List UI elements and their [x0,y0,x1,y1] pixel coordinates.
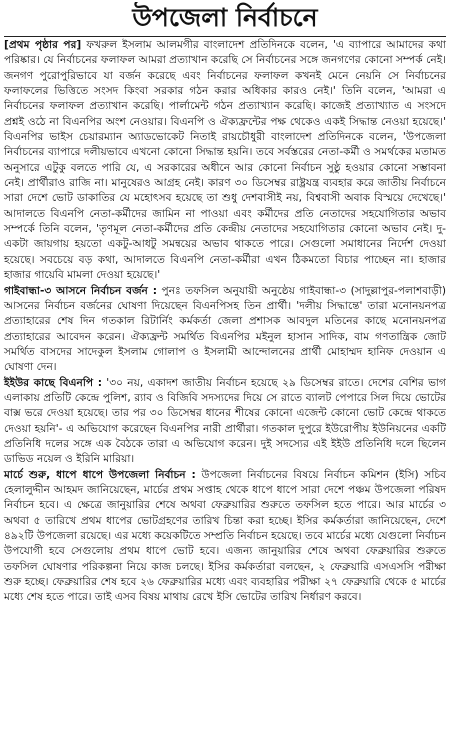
article-body [4,38,446,606]
paragraph-4-text: উপজেলা নির্বাচনের বিষয়ে নির্বাচন কমিশন (ইসি) সচিব হেলালুদ্দীন আহমদ জানিয়েছেন, মার্চের প্রথম সপ্তাহ থেকে ধাপে ধাপে সারা দেশে পঞ্চম উপজেলা পরিষদ নির্বাচন হবে। এ ক্ষেত্রে জানুয়ারির শেষে অথবা ফেব্রুয়ারির শুরুতে তফসিল হতে পারে। আর মার্চের ৩ অথবা ৫ তারিখে প্রথম ধাপের ভোটগ্রহণের তারিখ চিন্তা করা হচ্ছে। ইসির কর্মকর্তারা জানিয়েছেন, দেশে ৪৯২টি উপজেলা রয়েছে। এর মধ্যে কয়েকটিতে সম্প্রতি নির্বাচন হয়েছে। তবে মার্চের মধ্যে যেগুলো নির্বাচন উপযোগী হবে সেগুলোয় প্রথম ধাপে ভোট হবে। এজন্য জানুয়ারির শেষে অথবা ফেব্রুয়ারির শুরুতে তফসিল ঘোষণার পরিকল্পনা নিয়ে কাজ চলছে। ইসির কর্মকর্তারা বলছেন, ২ ফেব্রুয়ারি এসএসসি পরীক্ষা শুরু হচ্ছে। ফেব্রুয়ারির শেষ হবে ২৬ ফেব্রুয়ারির মধ্যে এবং ব্যবহারির পরীক্ষা ২৭ ফেব্রুয়ারি থেকে ৫ মার্চের মধ্যে শেষ হতে পারে। তাই এসব বিষয় মাথায় রেখে ইসি ভোটের তারিখ নির্ধারণ করবে। [4,468,446,604]
continuation-marker: [প্রথম পৃষ্ঠার পর] [4,39,82,51]
subhead-upazila: মার্চে শুরু, ধাপে ধাপে উপজেলা নির্বাচন : [4,468,196,481]
paragraph-1-text: ফখরুল ইসলাম আলমগীর বাংলাদেশ প্রতিদিনকে বলেন, 'এ ব্যাপারে আমাদের কথা পরিষ্কার। যে নির্বাচনের ফলাফল আমরা প্রত্যাখান করেছি সে নির্বাচনের সঙ্গে জনগণের কোনো সম্পর্ক নেই। জনগণ পুরোপুরিভাবে যা বর্জন করেছে এবং নির্বাচনের ফলাফল কখনই মেনে নেয়নি সে নির্বাচনের ফলাফলের ভিত্তিতে সংসদ কিংবা সরকার গঠন করার অধিকার কারও নেই।' তিনি বলেন, 'আমরা এ নির্বাচনের ফলাফল প্রত্যাখান করেছি। পার্লামেন্ট গঠন প্রত্যাখ্যান করেছি। কাজেই প্রত্যাখ্যাত এ সংসদে প্রশ্নই ওঠে না বিএনপির অংশ নেওয়ার। বিএনপি ও ঐক্যফ্রন্টের পক্ষ থেকেও একই সিদ্ধান্ত নেওয়া হয়েছে।' বিএনপির ভাইস চেয়ারম্যান অ্যাডভোকেট নিতাই রায়চৌধুরী বাংলাদেশ প্রতিদিনকে বলেন, 'উপজেলা নির্বাচনের ব্যাপারে দলীয়ভাবে এখনো কোনো সিদ্ধান্ত হয়নি। তবে সর্বস্তরের নেতা-কর্মী ও সমর্থকের মতামত অনুসারে এটুকু বলতে পারি যে, এ সরকারের অধীনে আর কোনো নির্বাচন সুষ্ঠু হওয়ার কোনো সম্ভাবনা নেই। প্রার্থীরাও রাজি না। মানুষেরও আগ্রহ নেই। কারণ ৩০ ডিসেম্বর রাষ্ট্রযন্ত্র ব্যবহার করে জাতীয় নির্বাচনে সারা দেশে ভোট ডাকাতির যে মহোৎসব হয়েছে তা শুধু দেশবাসীই নয়, বিশ্ববাসী অবাক বিস্ময়ে দেখেছে।' আদালতে বিএনপি নেতা-কর্মীদের জামিন না পাওয়া এবং কর্মীদের প্রতি নেতাদের সহযোগিতার অভাব সম্পর্কে তিনি বলেন, 'তৃণমূল নেতা-কর্মীদের প্রতি কেন্দ্রীয় নেতাদের সহযোগিতার কোনো অভাব নেই। দু-একটা জায়গায় হয়তো একটু-আধটু সমন্বয়ের অভাব থাকতে পারে। সেগুলো সমাধানের নির্দেশ দেওয়া হয়েছে। সবচেয়ে বড় কথা, আদালতে বিএনপি নেতা-কর্মীরা এখন ঠিকমতো বিচার পাচ্ছেন না। হাজার হাজার গায়েবি মামলা দেওয়া হয়েছে।' [4,39,446,282]
paragraph-1 [4,38,446,284]
subhead-gaibandha: গাইবান্ধা-৩ আসনে নির্বাচন বর্জন : [4,284,157,297]
paragraph-2 [4,284,446,376]
paragraph-4 [4,468,446,606]
headline-rule [4,36,446,37]
news-page [0,2,450,740]
subhead-eu: ইইউর কাছে বিএনপি : [4,376,102,389]
headline: উপজেলা নির্বাচনে [132,3,318,32]
paragraph-3 [4,376,446,468]
paragraph-3-text: '৩০ নয়, একাদশ জাতীয় নির্বাচন হয়েছে ২৯ ডিসেম্বর রাতে। দেশের বেশির ভাগ এলাকায় প্রতিটি কেন্দ্রে পুলিশ, র‌্যাব ও বিজিবি সদস্যদের দিয়ে সে রাতে ব্যালট পেপারে সিল দিয়ে ভোটের বাক্স ভরে দেওয়া হয়েছে। তার পর ৩০ ডিসেম্বর ধানের শীষের কোনো এজেন্ট কোনো ভোট কেন্দ্রে থাকতে দেওয়া হয়নি'- এ অভিযোগ করেছেন বিএনপির নারী প্রার্থীরা। গতকাল দুপুরে ইউরোপীয় ইউনিয়নের একটি প্রতিনিধি দলের সঙ্গে এক বৈঠকে তারা এ অভিযোগ করেন। দুই সদস্যের এই ইইউ প্রতিনিধি দলে ছিলেন ডাভিড নয়েল ও ইরিনি মারিয়া। [4,376,446,466]
paragraph-2-text: পুনঃ তফসিল অনুযায়ী অনুষ্ঠেয় গাইবান্ধা-৩ (সাদুল্লাপুর-পলাশবাড়ী) আসনের নির্বাচন বর্জনের ঘোষণা দিয়েছেন বিএনপিসহ তিন প্রার্থী। 'দলীয় সিদ্ধান্তে' তারা মনোনয়নপত্র প্রত্যাহারের শেষ দিন গতকাল রিটার্নিং কর্মকর্তা জেলা প্রশাসক আবদুল মতিনের কাছে মনোনয়নপত্র প্রত্যাহারের আবেদন করেন। ঐক্যফ্রন্ট সমর্থিত বিএনপির মইনুল হাসান সাদিক, বাম গণতান্ত্রিক জোট সমর্থিত বাসদের সাদেকুল ইসলাম গোলাপ ও ইসলামী আন্দোলনের প্রার্থী মোহাম্মদ হানিফ দেওয়ান এ ঘোষণা দেন। [4,284,446,374]
